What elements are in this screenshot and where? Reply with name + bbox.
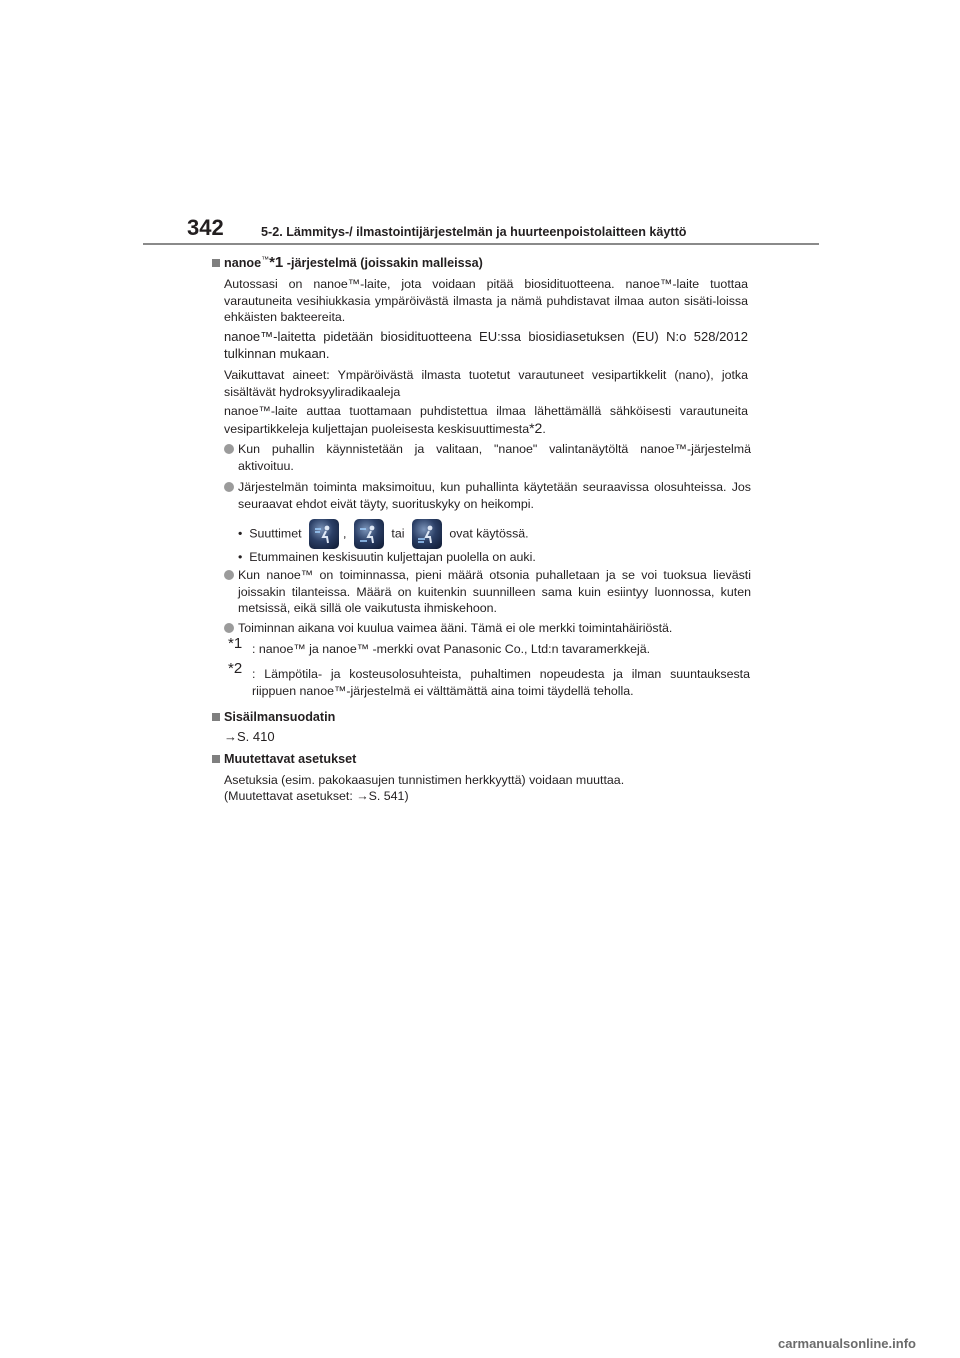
footnote-ref: *1 (269, 254, 284, 271)
watermark: carmanualsonline.info (778, 1336, 916, 1351)
list-item: Järjestelmän toiminta maksimoituu, kun puhallinta käytetään seuraavissa olosuhteissa. Jos seuraavat ehdot eivät täyty, suorituskyky on heikompi. (224, 479, 751, 512)
page-header (143, 212, 819, 246)
settings-heading: Muutettavat asetukset (212, 751, 752, 768)
bullet-icon (224, 444, 234, 454)
list-item: Toiminnan aikana voi kuulua vaimea ääni. Tämä ei ole merkki toimintahäiriöstä. (224, 620, 751, 637)
square-bullet-icon (212, 259, 220, 267)
header-divider (143, 243, 819, 245)
square-bullet-icon (212, 755, 220, 763)
bullet-icon (224, 482, 234, 492)
list-item: Kun nanoe™ on toiminnassa, pieni määrä otsonia puhalletaan ja se voi tuoksua lievästi joissakin tilanteissa. Määrä on kuitenkin suunnilleen sama kuin esiintyy luonnossa, kuten metsissä, eikä sillä ole vaikutusta ihmiskehoon. (224, 567, 751, 617)
airflow-face-icon (309, 519, 339, 549)
airflow-face-feet-icon (354, 519, 384, 549)
footnote-2: *2 : Lämpötila- ja kosteusolosuhteista, puhaltimen nopeudesta ja ilman suuntauksesta riippuen nanoe™-järjestelmä ei välttämättä aina toimi täydellä teholla. (228, 660, 750, 698)
footnote-mark: *1 (228, 635, 243, 652)
bullet-icon (224, 570, 234, 580)
nanoe-heading: nanoe™*1 -järjestelmä (joissakin malleissa) (212, 255, 752, 272)
square-bullet-icon (212, 713, 220, 721)
airflow-feet-icon (412, 519, 442, 549)
footnote-mark: *2 (228, 660, 243, 677)
nanoe-paragraph-2: nanoe™-laitetta pidetään biosidituotteena EU:ssa biosidiasetuksen (EU) N:o 528/2012 tulkinnan mukaan. (224, 329, 748, 361)
sub-item-vents: • Suuttimet , tai ovat käytössä. (238, 519, 750, 549)
settings-text: Asetuksia (esim. pakokaasujen tunnistimen herkkyyttä) voidaan muuttaa. (224, 773, 625, 787)
nanoe-paragraph-1: Autossasi on nanoe™-laite, jota voidaan pitää biosidituotteena. nanoe™-laite tuottaa varautuneita vesihiukkasia ympäröivästä ilmasta ja nämä puhdistavat ilmaa auton sisäti-loissa ehkäisten bakteereita. (224, 277, 748, 324)
section-title: 5-2. Lämmitys-/ ilmastointijärjestelmän ja huurteenpoistolaitteen käyttö (261, 225, 687, 239)
filter-heading: Sisäilmansuodatin (212, 709, 752, 726)
page-number: 342 (187, 215, 224, 240)
sub-item-center-vent: • Etummainen keskisuutin kuljettajan puolella on auki. (238, 550, 536, 564)
bullet-icon (224, 623, 234, 633)
settings-page-link[interactable]: (Muutettavat asetukset: →S. 541) (224, 789, 409, 803)
list-item: Kun puhallin käynnistetään ja valitaan, "nanoe" valintanäytöltä nanoe™-järjestelmä aktivoituu. (224, 441, 751, 474)
filter-page-link[interactable]: →S. 410 (224, 729, 275, 744)
nanoe-paragraph-4: nanoe™-laite auttaa tuottamaan puhdistettua ilmaa lähettämällä sähköisesti varautuneita vesipartikkeleja kuljettajan puoleisesta keskisuuttimesta*2. (224, 404, 748, 436)
footnote-1: *1 : nanoe™ ja nanoe™ -merkki ovat Panasonic Co., Ltd:n tavaramerkkejä. (228, 635, 651, 656)
footnote-ref: *2 (529, 419, 543, 436)
nanoe-paragraph-3: Vaikuttavat aineet: Ympäröivästä ilmasta tuotetut varautuneet vesipartikkelit (nano), jotka sisältävät hydroksyyliradikaaleja (224, 368, 748, 399)
